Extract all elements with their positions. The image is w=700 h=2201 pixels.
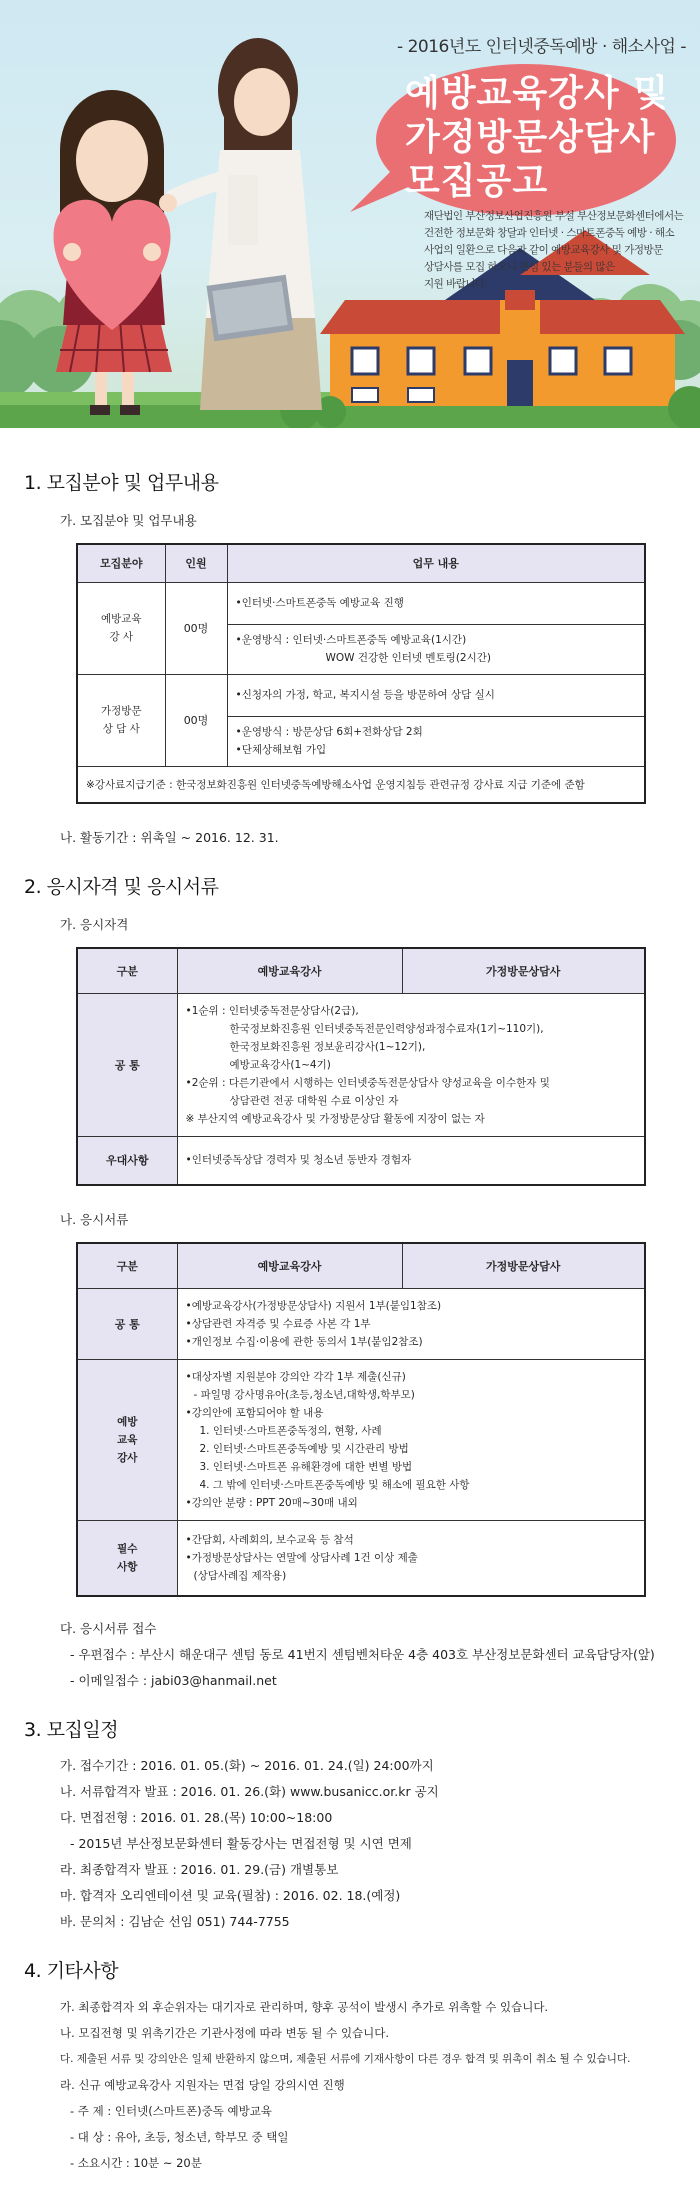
section-title: 1. 모집분야 및 업무내용 — [24, 472, 219, 494]
recruit-table — [76, 543, 646, 804]
cell-line: 한국정보화진흥원 인터넷중독전문인력양성과정수료자(1기~110기), — [229, 1023, 544, 1035]
banner-title-line: 가정방문상담사 — [405, 117, 656, 158]
task-cell — [227, 716, 645, 766]
row-label — [77, 1360, 177, 1521]
preference-cell — [177, 1137, 645, 1185]
common-docs-cell — [177, 1289, 645, 1360]
cell-line: •개인정보 수집·이용에 관한 동의서 1부(붙임2참조) — [185, 1336, 423, 1348]
submit-line: - 우편접수 : 부산시 해운대구 센텀 동로 41번지 센텀벤처타운 4층 403호 부산정보문화센터 교육담당자(앞) — [70, 1647, 655, 1662]
cell-line: 교육 — [117, 1434, 138, 1446]
field-cell — [77, 674, 165, 766]
cell-line: 사항 — [117, 1561, 138, 1573]
schedule-line: 나. 서류합격자 발표 : 2016. 01. 26.(화) www.busanicc.or.kr 공지 — [60, 1784, 439, 1799]
subsection-title: 가. 모집분야 및 업무내용 — [60, 513, 197, 528]
cell-line: •인터넷·스마트폰중독 예방교육 진행 — [235, 597, 404, 609]
schedule-line: 가. 접수기간 : 2016. 01. 05.(화) ~ 2016. 01. 24.(일) 24:00까지 — [60, 1758, 434, 1773]
cell-line: ※ 부산지역 예방교육강사 및 가정방문상담 활동에 지장이 없는 자 — [185, 1113, 485, 1125]
cell-line: 예방교육 — [100, 613, 142, 625]
cell-line: •운영방식 : 인터넷·스마트폰중독 예방교육(1시간) — [235, 634, 467, 646]
cell-line: 한국정보화진흥원 정보윤리강사(1~12기), — [229, 1041, 426, 1053]
banner-desc-line: 상담사를 모집 하오니 관심 있는 분들의 많은 — [424, 261, 615, 273]
notice-line: - 주 제 : 인터넷(스마트폰)중독 예방교육 — [70, 2104, 272, 2118]
subsection-title: 다. 응시서류 접수 — [60, 1621, 157, 1636]
cell-line: 3. 인터넷·스마트폰 유해환경에 대한 변별 방법 — [199, 1461, 413, 1473]
lecturer-docs-cell — [177, 1360, 645, 1521]
fee-note: ※강사료지급기준 : 한국정보화진흥원 인터넷중독예방해소사업 운영지침등 관련규정 강사료 지급 기준에 준함 — [77, 766, 645, 803]
cell-line: •1순위 : 인터넷중독전문상담사(2급), — [185, 1005, 359, 1017]
cell-line: 필수 — [117, 1543, 138, 1555]
banner-desc-line: 재단법인 부산정보산업진흥원 부설 부산정보문화센터에서는 — [424, 210, 684, 222]
notice-line: 다. 제출된 서류 및 강의안은 일체 반환하지 않으며, 제출된 서류에 기재사항이 다른 경우 합격 및 위촉이 취소 될 수 있습니다. — [60, 2053, 631, 2065]
table-header: 예방교육강사 — [177, 948, 402, 994]
cell-line: 상담관련 전공 대학원 수료 이상인 자 — [229, 1095, 399, 1107]
cell-line: 4. 그 밖에 인터넷·스마트폰중독예방 및 해소에 필요한 사항 — [199, 1479, 470, 1491]
documents-table — [76, 1242, 646, 1598]
cell-line: •간담회, 사례회의, 보수교육 등 참석 — [185, 1534, 354, 1546]
activity-period: 나. 활동기간 : 위촉일 ~ 2016. 12. 31. — [60, 829, 279, 845]
cell-line: •단체상해보험 가입 — [235, 744, 327, 756]
notice-line: - 대 상 : 유아, 초등, 청소년, 학부모 중 택일 — [70, 2130, 289, 2144]
task-cell — [227, 674, 645, 716]
schedule-line: 라. 최종합격자 발표 : 2016. 01. 29.(금) 개별통보 — [60, 1862, 339, 1877]
cell-line: •신청자의 가정, 학교, 복지시설 등을 방문하여 상담 실시 — [235, 689, 495, 701]
cell-line: 1. 인터넷·스마트폰중독정의, 현황, 사례 — [199, 1425, 382, 1437]
count-cell: 00명 — [165, 674, 227, 766]
cell-line: 예방교육강사(1~4기) — [229, 1059, 331, 1071]
schedule-line: 다. 면접전형 : 2016. 01. 28.(목) 10:00~18:00 — [60, 1810, 333, 1825]
cell-line: 강사 — [117, 1452, 138, 1464]
cell-line: •예방교육강사(가정방문상담사) 지원서 1부(붙임1참조) — [185, 1300, 442, 1312]
count-cell: 00명 — [165, 582, 227, 674]
section-title: 3. 모집일정 — [24, 1719, 119, 1741]
table-header: 인원 — [165, 544, 227, 582]
cell-line: 예방 — [117, 1416, 138, 1428]
banner-title — [405, 72, 685, 204]
schedule-line: 바. 문의처 : 김남순 선임 051) 744-7755 — [60, 1914, 290, 1929]
row-label: 공 통 — [77, 1289, 177, 1360]
cell-line: •운영방식 : 방문상담 6회+전화상담 2회 — [235, 726, 423, 738]
common-qualification-cell — [177, 994, 645, 1137]
content — [0, 428, 700, 2201]
table-header: 예방교육강사 — [177, 1243, 402, 1289]
table-header: 구분 — [77, 948, 177, 994]
banner — [0, 0, 700, 428]
section-title: 4. 기타사항 — [24, 1960, 119, 1982]
cell-line: •강의안 분량 : PPT 20매~30매 내외 — [185, 1497, 358, 1509]
banner-desc-line: 사업의 일환으로 다음과 같이 예방교육강사 및 가정방문 — [424, 244, 663, 256]
banner-title-line: 모집공고 — [405, 161, 549, 202]
table-header: 가정방문상담사 — [402, 1243, 645, 1289]
section-title: 2. 응시자격 및 응시서류 — [24, 875, 219, 898]
notice-line: 라. 신규 예방교육강사 지원자는 면접 당일 강의시연 진행 — [60, 2078, 345, 2092]
cell-line: (상담사례집 제작용) — [193, 1570, 287, 1582]
schedule-line: - 2015년 부산정보문화센터 활동강사는 면접전형 및 시연 면제 — [70, 1836, 412, 1851]
cell-line: 상 담 사 — [102, 723, 140, 735]
task-cell — [227, 624, 645, 674]
cell-line: WOW 건강한 인터넷 멘토링(2시간) — [325, 652, 491, 664]
cell-line: - 파일명 강사명유아(초등,청소년,대학생,학부모) — [193, 1389, 415, 1401]
banner-description — [424, 208, 684, 293]
subsection-title: 가. 응시자격 — [60, 916, 129, 932]
cell-line: •2순위 : 다른기관에서 시행하는 인터넷중독전문상담사 양성교육을 이수한자 및 — [185, 1077, 550, 1089]
submit-line: - 이메일접수 : jabi03@hanmail.net — [70, 1673, 277, 1688]
field-cell — [77, 582, 165, 674]
table-header: 모집분야 — [77, 544, 165, 582]
row-label: 우대사항 — [77, 1137, 177, 1185]
table-header: 구분 — [77, 1243, 177, 1289]
row-label — [77, 1521, 177, 1597]
cell-line: 가정방문 — [100, 705, 142, 717]
cell-line: •상담관련 자격증 및 수료증 사본 각 1부 — [185, 1318, 371, 1330]
cell-line: •인터넷중독상담 경력자 및 청소년 동반자 경험자 — [185, 1154, 412, 1167]
banner-title-line: 예방교육강사 및 — [405, 73, 669, 114]
banner-desc-line: 지원 바랍니다. — [424, 278, 488, 290]
cell-line: 2. 인터넷·스마트폰중독예방 및 시간관리 방법 — [199, 1443, 409, 1455]
subsection-title: 나. 응시서류 — [60, 1211, 129, 1227]
banner-desc-line: 건전한 정보문화 창달과 인터넷 · 스마트폰중독 예방 · 해소 — [424, 227, 675, 239]
notice-line: - 소요시간 : 10분 ~ 20분 — [70, 2156, 202, 2170]
duty-cell — [177, 1521, 645, 1597]
table-header: 업무 내용 — [227, 544, 645, 582]
notice-line: 가. 최종합격자 외 후순위자는 대기자로 관리하며, 향후 공석이 발생시 추가로 위촉할 수 있습니다. — [60, 2000, 549, 2014]
row-label: 공 통 — [77, 994, 177, 1137]
task-cell — [227, 582, 645, 624]
notice-line: 나. 모집전형 및 위촉기간은 기관사정에 따라 변동 될 수 있습니다. — [60, 2026, 390, 2040]
table-header: 가정방문상담사 — [402, 948, 645, 994]
qualification-table — [76, 947, 646, 1186]
cell-line: •대상자별 지원분야 강의안 각각 1부 제출(신규) — [185, 1371, 406, 1383]
cell-line: 강 사 — [109, 631, 134, 643]
cell-line: •강의안에 포함되어야 할 내용 — [185, 1407, 324, 1419]
banner-subtitle: - 2016년도 인터넷중독예방 · 해소사업 - — [397, 37, 686, 57]
cell-line: •가정방문상담사는 연말에 상담사례 1건 이상 제출 — [185, 1552, 418, 1564]
schedule-line: 마. 합격자 오리엔테이션 및 교육(필참) : 2016. 02. 18.(예정) — [60, 1888, 401, 1903]
